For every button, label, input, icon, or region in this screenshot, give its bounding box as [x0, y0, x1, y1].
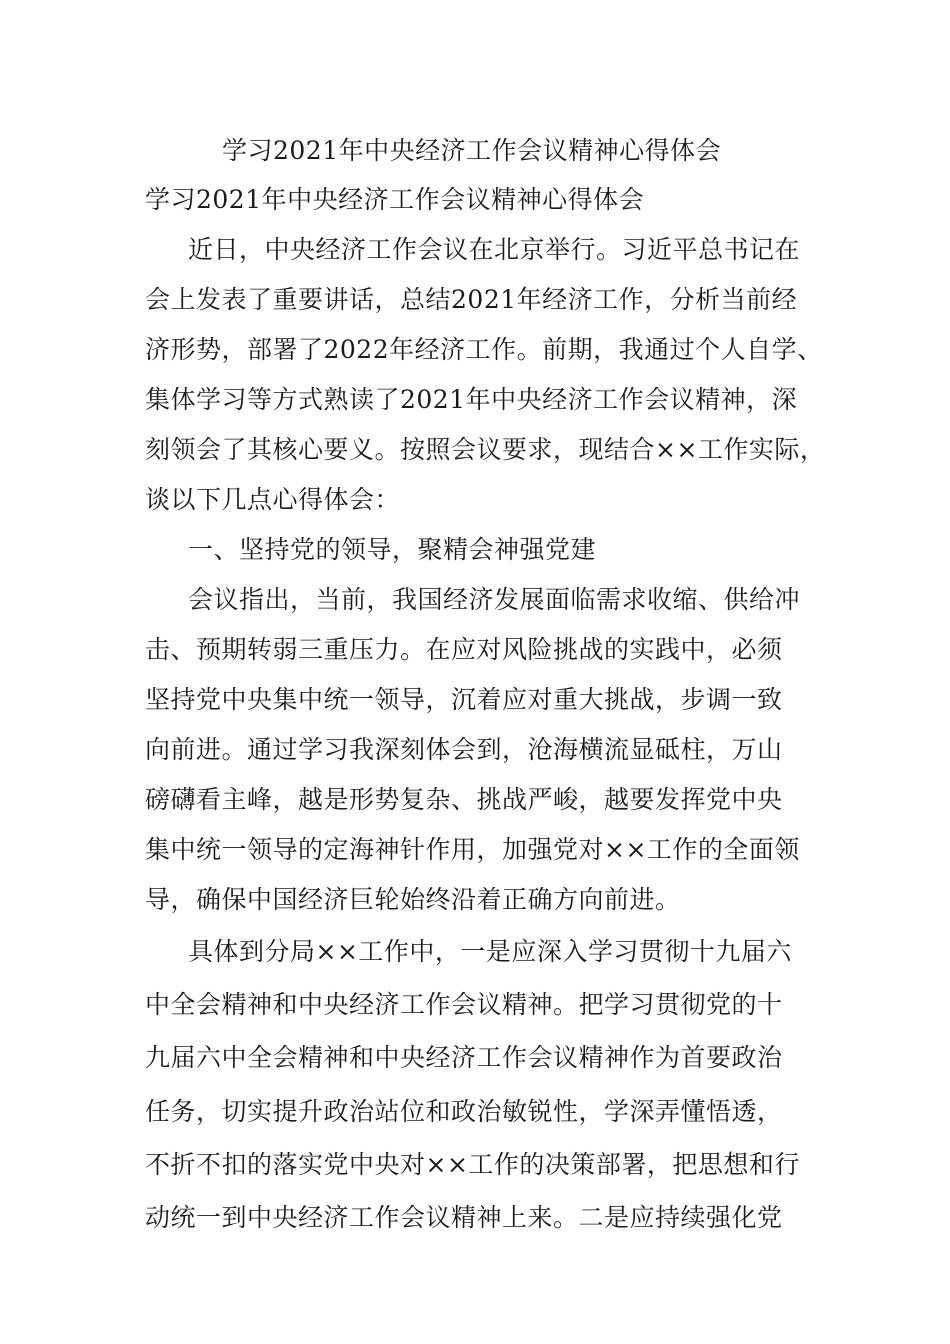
document-title: 学习2021年中央经济工作会议精神心得体会	[222, 136, 722, 165]
paragraph-line: 磅礴看主峰，越是形势复杂、挑战严峻，越要发挥党中央	[145, 785, 783, 814]
paragraph-line: 击、预期转弱三重压力。在应对风险挑战的实践中，必须	[145, 635, 783, 664]
paragraph-line: 会议指出，当前，我国经济发展面临需求收缩、供给冲	[188, 585, 801, 614]
paragraph-line: 具体到分局××工作中，一是应深入学习贯彻十九届六	[188, 937, 792, 966]
paragraph-line: 会上发表了重要讲话，总结2021年经济工作，分析当前经	[145, 285, 798, 314]
paragraph-line: 刻领会了其核心要义。按照会议要求，现结合××工作实际，	[145, 435, 826, 464]
paragraph-line: 动统一到中央经济工作会议精神上来。二是应持续强化党	[145, 1203, 783, 1232]
paragraph-line: 济形势，部署了2022年经济工作。前期，我通过个人自学、	[145, 335, 823, 364]
document-subtitle: 学习2021年中央经济工作会议精神心得体会	[145, 185, 645, 214]
paragraph-line: 中全会精神和中央经济工作会议精神。把学习贯彻党的十	[145, 990, 783, 1019]
paragraph-line: 任务，切实提升政治站位和政治敏锐性，学深弄懂悟透，	[145, 1097, 783, 1126]
paragraph-line: 集中统一领导的定海神针作用，加强党对××工作的全面领	[145, 835, 800, 864]
paragraph-line: 不折不扣的落实党中央对××工作的决策部署，把思想和行	[145, 1150, 800, 1179]
paragraph-line: 向前进。通过学习我深刻体会到，沧海横流显砥柱，万山	[145, 735, 783, 764]
paragraph-line: 近日，中央经济工作会议在北京举行。习近平总书记在	[188, 235, 801, 264]
paragraph-line: 谈以下几点心得体会：	[145, 485, 401, 514]
paragraph-line: 集体学习等方式熟读了2021年中央经济工作会议精神，深	[145, 385, 798, 414]
paragraph-line: 坚持党中央集中统一领导，沉着应对重大挑战，步调一致	[145, 685, 783, 714]
section-heading: 一、坚持党的领导，聚精会神强党建	[188, 535, 597, 564]
paragraph-line: 九届六中全会精神和中央经济工作会议精神作为首要政治	[145, 1043, 783, 1072]
paragraph-line: 导，确保中国经济巨轮始终沿着正确方向前进。	[145, 885, 681, 914]
